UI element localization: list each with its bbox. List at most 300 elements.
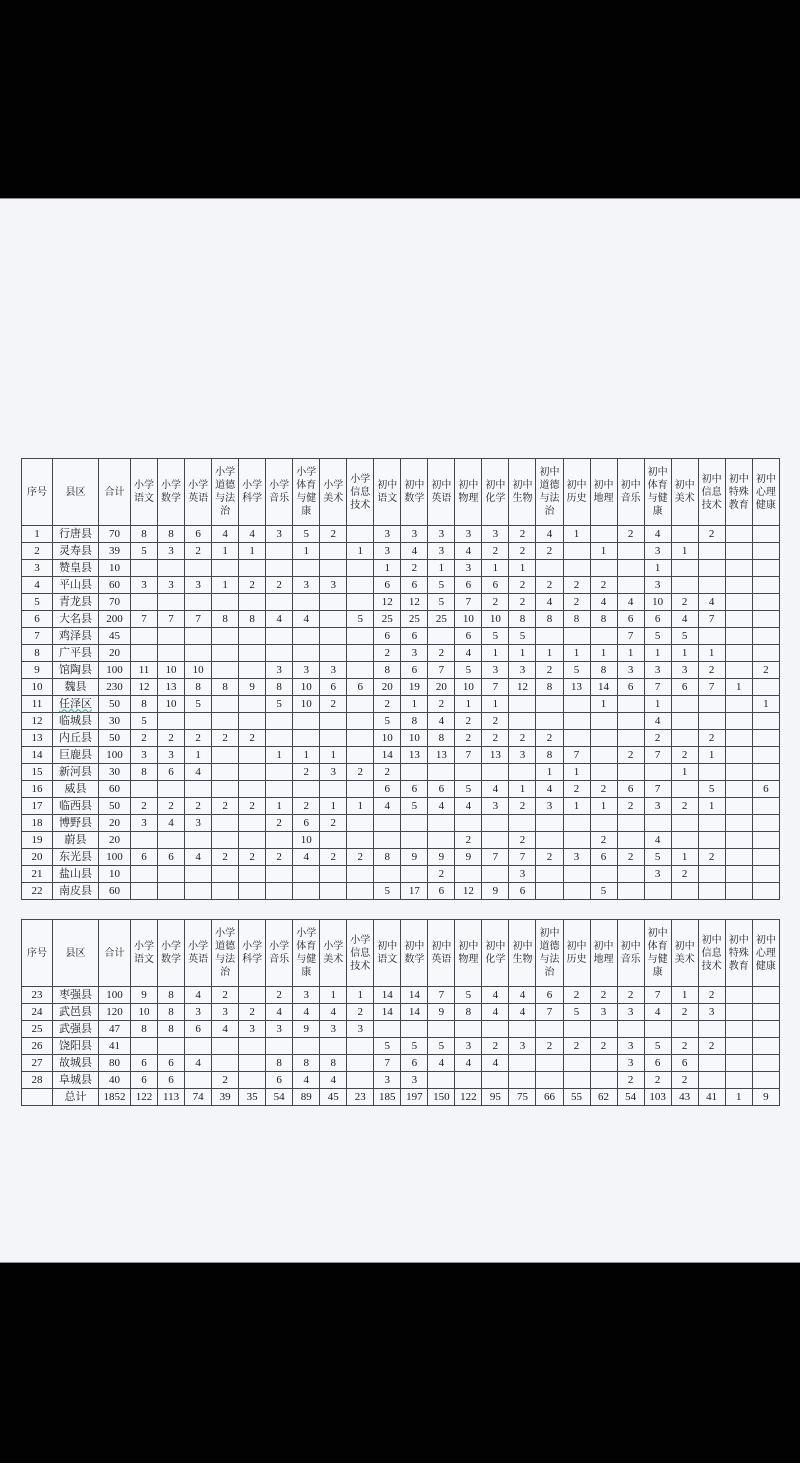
- cell-value: 3: [482, 662, 509, 679]
- cell-value: [185, 832, 212, 849]
- cell-value: 2: [482, 543, 509, 560]
- cell-total: 100: [99, 849, 131, 866]
- cell-value: [293, 730, 320, 747]
- cell-value: 17: [401, 883, 428, 900]
- cell-value: [752, 730, 779, 747]
- cell-value: 12: [455, 883, 482, 900]
- cell-value: [266, 594, 293, 611]
- cell-value: 4: [617, 594, 644, 611]
- cell-value: 1: [590, 645, 617, 662]
- cell-value: 2: [131, 798, 158, 815]
- cell-value: [563, 730, 590, 747]
- cell-county: 临西县: [53, 798, 99, 815]
- cell-value: [752, 1038, 779, 1055]
- cell-value: [563, 696, 590, 713]
- table-2-body: [22, 987, 780, 1106]
- cell-county: 武邑县: [53, 1004, 99, 1021]
- cell-value: [698, 866, 725, 883]
- cell-value: 7: [158, 611, 185, 628]
- cell-value: 2: [644, 1072, 671, 1089]
- cell-county: 广平县: [53, 645, 99, 662]
- cell-value: 8: [293, 1055, 320, 1072]
- cell-value: 5: [482, 628, 509, 645]
- cell-value: 3: [185, 577, 212, 594]
- cell-value: 3: [644, 662, 671, 679]
- cell-value: 10: [644, 594, 671, 611]
- cell-value: 4: [185, 764, 212, 781]
- cell-value: [590, 1055, 617, 1072]
- cell-value: 5: [401, 798, 428, 815]
- table-row: [22, 987, 780, 1004]
- column-header-5: 小学数学: [158, 459, 185, 526]
- cell-value: [158, 594, 185, 611]
- cell-value: 2: [671, 747, 698, 764]
- cell-value: 2: [347, 849, 374, 866]
- cell-value: [698, 883, 725, 900]
- column-header-3: 合计: [99, 459, 131, 526]
- cell-value: 13: [158, 679, 185, 696]
- cell-value: [698, 764, 725, 781]
- cell-value: [725, 543, 752, 560]
- cell-value: 2: [536, 577, 563, 594]
- cell-value: 2: [266, 577, 293, 594]
- cell-total: 45: [99, 628, 131, 645]
- column-header-2: 县区: [53, 920, 99, 987]
- cell-value: 1: [482, 560, 509, 577]
- cell-value: 12: [131, 679, 158, 696]
- cell-value: [158, 645, 185, 662]
- cell-value: 4: [482, 1055, 509, 1072]
- cell-value: 2: [482, 594, 509, 611]
- column-header-8: 小学科学: [239, 920, 266, 987]
- cell-value: [212, 1038, 239, 1055]
- cell-total: 50: [99, 798, 131, 815]
- cell-value: 2: [509, 832, 536, 849]
- column-header-23: 初中体育与健康: [644, 459, 671, 526]
- cell-value: 7: [482, 849, 509, 866]
- cell-value: [158, 1038, 185, 1055]
- cell-value: 7: [455, 747, 482, 764]
- cell-value: [725, 577, 752, 594]
- cell-value: [671, 781, 698, 798]
- cell-value: 2: [563, 987, 590, 1004]
- cell-value: 8: [212, 679, 239, 696]
- cell-value: [617, 713, 644, 730]
- cell-county: 故城县: [53, 1055, 99, 1072]
- cell-value: [347, 866, 374, 883]
- cell-total: 70: [99, 526, 131, 543]
- cell-value: 2: [536, 730, 563, 747]
- cell-value: [752, 1072, 779, 1089]
- cell-value: [239, 1038, 266, 1055]
- cell-value: 2: [698, 526, 725, 543]
- cell-value: 4: [455, 543, 482, 560]
- cell-value: 13: [482, 747, 509, 764]
- cell-value: [482, 1021, 509, 1038]
- cell-value: 2: [482, 713, 509, 730]
- cell-value: 6: [185, 1021, 212, 1038]
- cell-value: 1: [266, 798, 293, 815]
- cell-total: 20: [99, 645, 131, 662]
- cell-total: 10: [99, 866, 131, 883]
- cell-value: [725, 798, 752, 815]
- cell-value: [617, 543, 644, 560]
- cell-value: 9: [428, 849, 455, 866]
- cell-value: 5: [293, 526, 320, 543]
- cell-value: [212, 764, 239, 781]
- cell-value: 10: [185, 662, 212, 679]
- cell-value: [563, 1072, 590, 1089]
- column-header-4: 小学语文: [131, 920, 158, 987]
- cell-value: [725, 987, 752, 1004]
- cell-value: 2: [698, 849, 725, 866]
- cell-value: 3: [320, 764, 347, 781]
- cell-value: [347, 577, 374, 594]
- cell-row-no: 26: [22, 1038, 53, 1055]
- cell-value: [698, 696, 725, 713]
- recruitment-table-2: [21, 919, 780, 1106]
- cell-value: 13: [401, 747, 428, 764]
- cell-value: 1: [644, 696, 671, 713]
- cell-value: 2: [212, 730, 239, 747]
- cell-value: [320, 832, 347, 849]
- cell-value: [239, 1072, 266, 1089]
- cell-value: 7: [644, 987, 671, 1004]
- cell-row-no: 27: [22, 1055, 53, 1072]
- column-header-12: 小学信息技术: [347, 459, 374, 526]
- cell-value: 3: [266, 662, 293, 679]
- cell-value: [671, 730, 698, 747]
- cell-value: 6: [347, 679, 374, 696]
- cell-value: [212, 713, 239, 730]
- column-header-19: 初中道德与法治: [536, 920, 563, 987]
- column-header-11: 小学美术: [320, 920, 347, 987]
- cell-value: [752, 543, 779, 560]
- cell-value: 2: [617, 849, 644, 866]
- cell-value: 1: [671, 987, 698, 1004]
- cell-value: 2: [671, 594, 698, 611]
- cell-value: 4: [536, 781, 563, 798]
- cell-value: [239, 866, 266, 883]
- cell-value: [752, 849, 779, 866]
- cell-value: 1: [563, 764, 590, 781]
- cell-value: 5: [266, 696, 293, 713]
- cell-value: 3: [293, 662, 320, 679]
- cell-value: [239, 815, 266, 832]
- cell-total: 60: [99, 577, 131, 594]
- table-row: [22, 628, 780, 645]
- cell-value: 2: [374, 696, 401, 713]
- cell-value: [698, 1055, 725, 1072]
- cell-value: [725, 849, 752, 866]
- table-row: [22, 1055, 780, 1072]
- cell-value: [725, 662, 752, 679]
- cell-value: 25: [374, 611, 401, 628]
- cell-value: [158, 883, 185, 900]
- cell-value: [725, 611, 752, 628]
- cell-value: [347, 815, 374, 832]
- cell-value: [725, 1072, 752, 1089]
- cell-value: [752, 713, 779, 730]
- table-row: [22, 781, 780, 798]
- cell-value: 150: [428, 1089, 455, 1106]
- column-header-9: 小学音乐: [266, 920, 293, 987]
- cell-value: [266, 730, 293, 747]
- cell-value: 6: [617, 611, 644, 628]
- cell-value: [347, 560, 374, 577]
- cell-value: [212, 781, 239, 798]
- cell-county: 枣强县: [53, 987, 99, 1004]
- cell-value: 6: [158, 849, 185, 866]
- cell-value: 2: [455, 713, 482, 730]
- cell-value: 10: [455, 611, 482, 628]
- cell-value: [671, 1021, 698, 1038]
- cell-value: 3: [401, 645, 428, 662]
- cell-value: 5: [185, 696, 212, 713]
- cell-value: 9: [239, 679, 266, 696]
- table-row: [22, 645, 780, 662]
- cell-value: 3: [185, 815, 212, 832]
- cell-value: 5: [428, 577, 455, 594]
- cell-value: [212, 866, 239, 883]
- cell-value: 43: [671, 1089, 698, 1106]
- cell-value: 3: [617, 1038, 644, 1055]
- cell-total: 1852: [99, 1089, 131, 1106]
- cell-value: 1: [698, 747, 725, 764]
- cell-value: 14: [401, 987, 428, 1004]
- cell-value: 5: [131, 543, 158, 560]
- cell-value: [563, 560, 590, 577]
- cell-value: [725, 883, 752, 900]
- cell-value: 2: [131, 730, 158, 747]
- cell-value: [266, 628, 293, 645]
- cell-value: [698, 543, 725, 560]
- column-header-5: 小学数学: [158, 920, 185, 987]
- cell-value: [725, 730, 752, 747]
- column-header-9: 小学音乐: [266, 459, 293, 526]
- cell-value: [752, 832, 779, 849]
- cell-row-no: 21: [22, 866, 53, 883]
- cell-value: 2: [320, 696, 347, 713]
- cell-value: [428, 764, 455, 781]
- cell-value: [563, 628, 590, 645]
- header-row: [22, 920, 780, 987]
- cell-value: 5: [374, 713, 401, 730]
- cell-value: 10: [158, 696, 185, 713]
- cell-row-no: 25: [22, 1021, 53, 1038]
- cell-value: 1: [293, 543, 320, 560]
- cell-value: [455, 1021, 482, 1038]
- cell-value: 2: [563, 781, 590, 798]
- cell-value: [698, 1072, 725, 1089]
- cell-value: 2: [158, 730, 185, 747]
- cell-value: 6: [617, 781, 644, 798]
- cell-value: [320, 645, 347, 662]
- cell-value: 10: [293, 832, 320, 849]
- cell-value: [725, 1004, 752, 1021]
- cell-value: [536, 628, 563, 645]
- cell-value: [509, 696, 536, 713]
- cell-value: 6: [455, 628, 482, 645]
- cell-total: 50: [99, 730, 131, 747]
- table-1-header: [22, 459, 780, 526]
- recruitment-table-1: [21, 458, 780, 900]
- cell-value: 6: [401, 577, 428, 594]
- cell-row-no: [22, 1089, 53, 1106]
- cell-value: 4: [428, 798, 455, 815]
- column-header-4: 小学语文: [131, 459, 158, 526]
- cell-value: [563, 815, 590, 832]
- cell-value: 1: [320, 747, 347, 764]
- cell-value: 2: [617, 798, 644, 815]
- cell-value: 4: [266, 611, 293, 628]
- cell-value: [752, 526, 779, 543]
- table-row: [22, 1038, 780, 1055]
- cell-value: [131, 560, 158, 577]
- cell-value: [212, 645, 239, 662]
- cell-value: [509, 815, 536, 832]
- cell-value: 5: [428, 1038, 455, 1055]
- cell-value: 9: [455, 849, 482, 866]
- cell-row-no: 24: [22, 1004, 53, 1021]
- table-row: [22, 1021, 780, 1038]
- cell-value: [293, 866, 320, 883]
- cell-value: [185, 713, 212, 730]
- cell-value: 3: [455, 560, 482, 577]
- cell-value: 2: [239, 1004, 266, 1021]
- cell-row-no: 3: [22, 560, 53, 577]
- cell-value: 1: [563, 798, 590, 815]
- cell-value: 5: [671, 628, 698, 645]
- cell-value: 5: [131, 713, 158, 730]
- cell-row-no: 22: [22, 883, 53, 900]
- cell-value: 74: [185, 1089, 212, 1106]
- cell-value: 1: [401, 696, 428, 713]
- cell-value: [482, 832, 509, 849]
- cell-value: 1: [644, 560, 671, 577]
- column-header-22: 初中音乐: [617, 459, 644, 526]
- cell-value: 4: [212, 1021, 239, 1038]
- cell-county: 青龙县: [53, 594, 99, 611]
- cell-value: [185, 645, 212, 662]
- cell-value: 10: [131, 1004, 158, 1021]
- cell-county: 蔚县: [53, 832, 99, 849]
- cell-value: [266, 713, 293, 730]
- cell-value: 1: [293, 747, 320, 764]
- cell-value: 5: [455, 662, 482, 679]
- cell-value: [293, 594, 320, 611]
- cell-value: 5: [455, 987, 482, 1004]
- cell-value: 2: [644, 730, 671, 747]
- cell-value: [617, 764, 644, 781]
- cell-total: 30: [99, 713, 131, 730]
- cell-value: 14: [374, 1004, 401, 1021]
- cell-value: [131, 832, 158, 849]
- cell-value: 6: [131, 1072, 158, 1089]
- cell-value: 4: [482, 987, 509, 1004]
- cell-value: [563, 1021, 590, 1038]
- table-row: [22, 798, 780, 815]
- cell-value: [482, 764, 509, 781]
- cell-value: [752, 594, 779, 611]
- cell-value: 3: [509, 747, 536, 764]
- header-row: [22, 459, 780, 526]
- cell-value: [617, 696, 644, 713]
- cell-value: 9: [293, 1021, 320, 1038]
- cell-value: [536, 866, 563, 883]
- cell-value: [320, 628, 347, 645]
- cell-value: 14: [401, 1004, 428, 1021]
- cell-value: [698, 1021, 725, 1038]
- table-row: [22, 832, 780, 849]
- cell-total: 100: [99, 987, 131, 1004]
- cell-value: 2: [401, 560, 428, 577]
- cell-value: [752, 611, 779, 628]
- cell-county: 大名县: [53, 611, 99, 628]
- cell-value: 6: [644, 611, 671, 628]
- cell-value: [158, 560, 185, 577]
- cell-value: 2: [428, 696, 455, 713]
- cell-value: 10: [482, 611, 509, 628]
- cell-value: [698, 628, 725, 645]
- cell-value: 5: [347, 611, 374, 628]
- cell-value: [752, 1004, 779, 1021]
- cell-value: [320, 713, 347, 730]
- cell-value: 3: [320, 577, 347, 594]
- cell-value: [239, 594, 266, 611]
- cell-value: 7: [698, 679, 725, 696]
- cell-value: 2: [266, 987, 293, 1004]
- cell-value: 4: [590, 594, 617, 611]
- cell-value: [698, 832, 725, 849]
- column-header-25: 初中信息技术: [698, 459, 725, 526]
- cell-value: 197: [401, 1089, 428, 1106]
- column-header-13: 初中语文: [374, 459, 401, 526]
- cell-row-no: 12: [22, 713, 53, 730]
- column-header-14: 初中数学: [401, 920, 428, 987]
- cell-value: [266, 866, 293, 883]
- cell-value: [401, 764, 428, 781]
- table-row: [22, 560, 780, 577]
- table-row: [22, 730, 780, 747]
- cell-value: [590, 628, 617, 645]
- document-page: [0, 198, 800, 1263]
- cell-value: [725, 713, 752, 730]
- cell-value: [671, 832, 698, 849]
- cell-value: 2: [536, 543, 563, 560]
- cell-value: 8: [320, 1055, 347, 1072]
- column-header-14: 初中数学: [401, 459, 428, 526]
- cell-value: [185, 866, 212, 883]
- cell-value: [239, 645, 266, 662]
- cell-value: 1: [347, 543, 374, 560]
- cell-value: [158, 832, 185, 849]
- cell-row-no: 20: [22, 849, 53, 866]
- cell-value: 41: [698, 1089, 725, 1106]
- cell-value: [671, 696, 698, 713]
- cell-value: [131, 883, 158, 900]
- cell-value: 62: [590, 1089, 617, 1106]
- cell-value: 6: [293, 815, 320, 832]
- cell-value: 39: [212, 1089, 239, 1106]
- cell-value: [347, 526, 374, 543]
- cell-value: [725, 747, 752, 764]
- cell-value: 10: [401, 730, 428, 747]
- table-row: [22, 543, 780, 560]
- cell-value: 1: [590, 696, 617, 713]
- cell-value: [725, 1055, 752, 1072]
- cell-value: 8: [374, 662, 401, 679]
